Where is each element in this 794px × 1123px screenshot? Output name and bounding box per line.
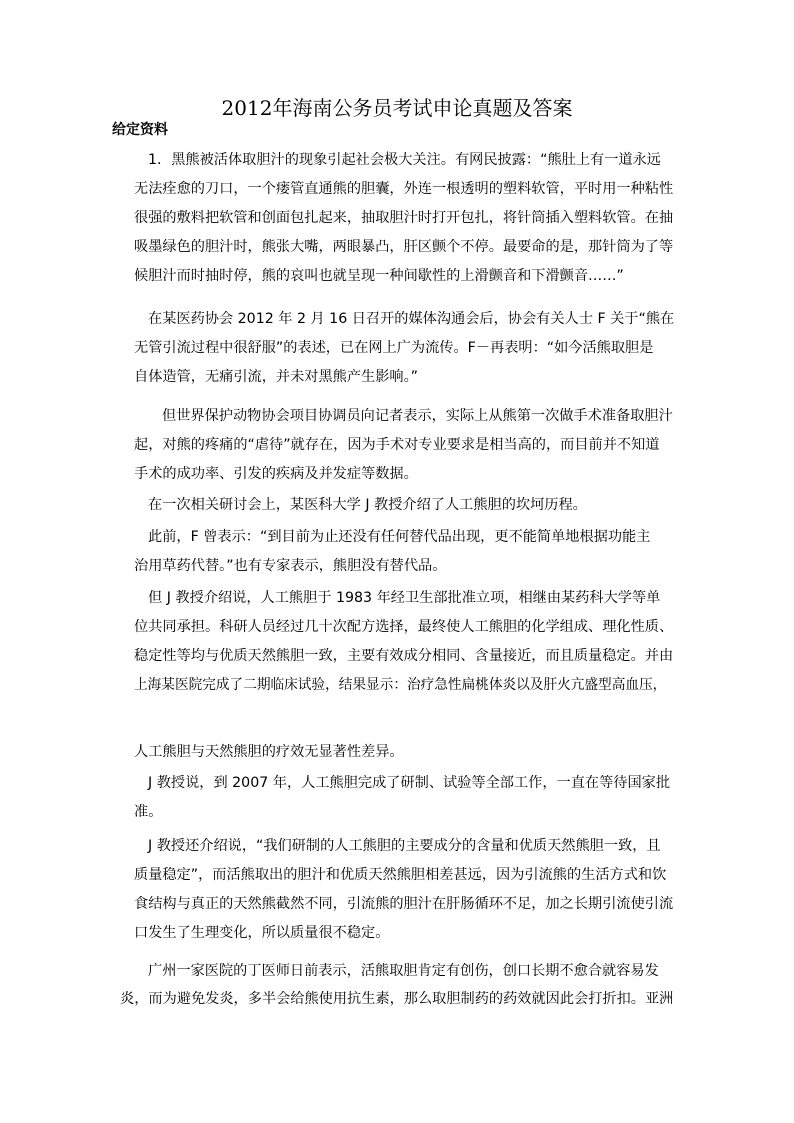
text-line: 但世界保护动物协会项目协调员向记者表示，实际上从熊第一次做手术准备取胆汁: [162, 408, 673, 424]
text-line: 但 J 教授介绍说，人工熊胆于 1983 年经卫生部批准立项，相继由某药科大学等单: [148, 590, 661, 606]
text-line: 候胆汁而时抽时停，熊的哀叫也就呈现一种间歇性的上滑颤音和下滑颤音……”: [134, 268, 624, 284]
text-line: 准。: [134, 804, 163, 820]
text-line: J 教授说，到 2007 年，人工熊胆完成了研制、试验等全部工作，一直在等待国家批: [148, 775, 671, 791]
text-line: 治用草药代替。”也有专家表示，熊胆没有替代品。: [134, 558, 447, 574]
text-line: 广州一家医院的丁医师日前表示，活熊取胆肯定有创伤，创口长期不愈合就容易发: [148, 963, 659, 979]
document-title: 2012年海南公务员考试申论真题及答案: [221, 96, 573, 120]
text-line: 食结构与真正的天然熊截然不同，引流熊的胆汁在肝肠循环不足，加之长期引流使引流: [134, 896, 674, 912]
text-line: 质量稳定”，而活熊取出的胆汁和优质天然熊胆相差甚远，因为引流熊的生活方式和饮: [134, 867, 667, 883]
text-line: 吸墨绿色的胆汁时，熊张大嘴，两眼暴凸，肝区颤个不停。最要命的是，那针筒为了等: [134, 239, 674, 255]
text-line: 上海某医院完成了二期临床试验，结果显示：治疗急性扁桃体炎以及肝火亢盛型高血压，: [134, 677, 667, 693]
text-line: 口发生了生理变化，所以质量很不稳定。: [134, 925, 390, 941]
text-line: 很强的敷料把软管和创面包扎起来，抽取胆汁时打开包扎，将针筒插入塑料软管。在抽: [134, 210, 674, 226]
section-heading: 给定资料: [112, 122, 168, 138]
text-line: 手术的成功率、引发的疾病及并发症等数据。: [134, 466, 418, 482]
text-line: 炎，而为避免发炎，多半会给熊使用抗生素，那么取胆制药的药效就因此会打折扣。亚洲: [120, 991, 674, 1007]
text-line: 位共同承担。科研人员经过几十次配方选择，最终使人工熊胆的化学组成、理化性质、: [134, 619, 674, 635]
text-line: 人工熊胆与天然熊胆的疗效无显著性差异。: [134, 744, 404, 760]
text-line: 在一次相关研讨会上，某医科大学 J 教授介绍了人工熊胆的坎坷历程。: [148, 497, 587, 513]
text-line: 稳定性等均与优质天然熊胆一致，主要有效成分相同、含量接近，而且质量稳定。并由: [134, 648, 674, 664]
text-line: 起，对熊的疼痛的“虐待”就存在，因为手术对专业要求是相当高的，而目前并不知道: [134, 437, 660, 453]
text-line: J 教授还介绍说，“我们研制的人工熊胆的主要成分的含量和优质天然熊胆一致，且: [148, 838, 661, 854]
text-line: 1．黑熊被活体取胆汁的现象引起社会极大关注。有网民披露：“熊肚上有一道永远: [148, 152, 661, 168]
text-line: 在某医药协会 2012 年 2 月 16 日召开的媒体沟通会后，协会有关人士 F 关于“熊在: [148, 311, 675, 327]
text-line: 无管引流过程中很舒服”的表述，已在网上广为流传。F－再表明：“如今活熊取胆是: [134, 340, 654, 356]
text-line: 自体造管，无痛引流，并未对黑熊产生影响。”: [134, 369, 419, 385]
text-line: 无法痊愈的刀口，一个瘘管直通熊的胆囊，外连一根透明的塑料软管，平时用一种粘性: [134, 181, 674, 197]
text-line: 此前，F 曾表示：“到目前为止还没有任何替代品出现，更不能简单地根据功能主: [148, 529, 651, 545]
